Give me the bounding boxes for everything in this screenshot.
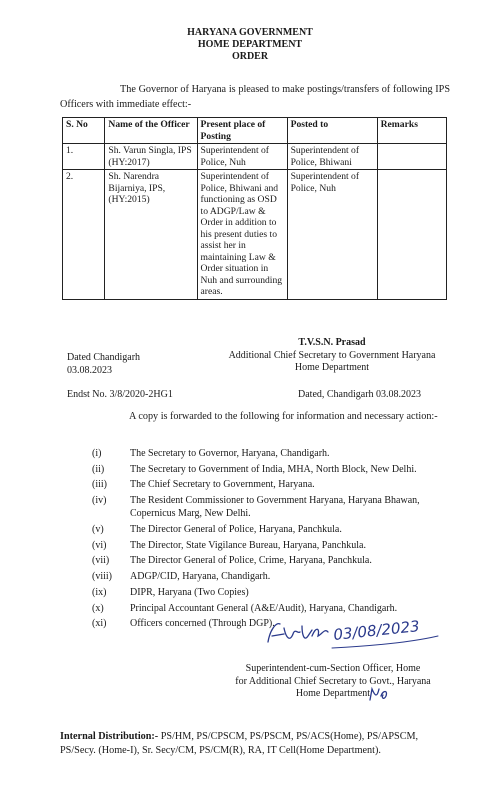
list-item <box>92 586 437 599</box>
list-item-text: ADGP/CID, Haryana, Chandigarh. <box>130 571 271 583</box>
handwritten-initials <box>367 686 391 702</box>
list-item-number: (x) <box>92 602 104 614</box>
list-item-number: (vii) <box>92 555 110 567</box>
cell-remarks <box>377 170 446 300</box>
internal-distribution <box>60 730 450 758</box>
recipient-list <box>92 447 437 633</box>
cell-present-posting: Superintendent of Police, Nuh <box>197 144 287 170</box>
internal-distribution-label: Internal Distribution:- <box>60 731 159 742</box>
table-row <box>63 144 447 170</box>
endorsement-date: Dated, Chandigarh 03.08.2023 <box>298 389 422 400</box>
col-header-officer: Name of the Officer <box>105 118 197 144</box>
header-order: ORDER <box>231 51 269 62</box>
order-date-block <box>67 352 140 377</box>
col-header-remarks: Remarks <box>377 118 446 144</box>
signatory-name: T.V.S.N. Prasad <box>298 337 366 348</box>
intro-paragraph <box>60 82 450 112</box>
cell-officer-name: Sh. Narendra Bijarniya, IPS, (HY:2015) <box>105 170 197 300</box>
list-item-text: The Secretary to Governor, Haryana, Chandigarh. <box>130 448 330 459</box>
list-item-text: The Chief Secretary to Government, Haryana. <box>130 479 315 491</box>
header-government: HARYANA GOVERNMENT <box>187 27 313 38</box>
col-header-present-posting: Present place of Posting <box>197 118 287 144</box>
list-item <box>92 463 437 476</box>
list-item-text: The Director General of Police, Crime, Haryana, Panchkula. <box>130 555 372 567</box>
cell-sno: 1. <box>63 144 105 170</box>
list-item-number: (i) <box>92 448 102 459</box>
table-header-row <box>63 118 447 144</box>
signatory-block <box>212 337 452 375</box>
copy-forward-text <box>67 409 447 424</box>
cell-officer-name: Sh. Varun Singla, IPS (HY:2017) <box>105 144 197 170</box>
list-item <box>92 570 437 583</box>
cell-remarks <box>377 144 446 170</box>
handwritten-date: 03/08/2023 <box>332 617 421 644</box>
cell-posted-to: Superintendent of Police, Nuh <box>287 170 377 300</box>
list-item-number: (viii) <box>92 571 112 583</box>
intro-text: The Governor of Haryana is pleased to make postings/transfers of following IPS Officers with immediate effect:- <box>60 84 450 110</box>
list-item <box>92 494 437 520</box>
order-date: 03.08.2023 <box>67 364 112 376</box>
list-item-text: DIPR, Haryana (Two Copies) <box>130 586 249 598</box>
list-item-number: (v) <box>92 524 104 536</box>
list-item <box>92 539 437 552</box>
order-date-place: Dated Chandigarh <box>67 352 141 363</box>
section-officer-line1: Superintendent-cum-Section Officer, Home <box>245 663 421 674</box>
list-item-number: (ii) <box>92 463 105 475</box>
list-item-number: (iv) <box>92 495 107 507</box>
list-item-number: (iii) <box>92 479 107 491</box>
cell-sno: 2. <box>63 170 105 300</box>
list-item-text: The Secretary to Government of India, MHA, North Block, New Delhi. <box>130 463 417 475</box>
list-item-text: Principal Accountant General (A&E/Audit), Haryana, Chandigarh. <box>130 602 398 614</box>
cell-posted-to: Superintendent of Police, Bhiwani <box>287 144 377 170</box>
list-item-number: (xi) <box>92 618 107 630</box>
list-item <box>92 523 437 536</box>
list-item-text: Officers concerned (Through DGP). <box>130 618 275 630</box>
handwritten-signature <box>262 612 442 652</box>
section-officer-block <box>213 663 453 701</box>
col-header-posted-to: Posted to <box>287 118 377 144</box>
col-header-sno: S. No <box>63 118 105 144</box>
list-item-text: The Director General of Police, Haryana, Panchkula. <box>130 524 342 536</box>
document-header <box>0 27 500 63</box>
list-item-text: The Resident Commissioner to Government Haryana, Haryana Bhawan, Copernicus Marg, New Delhi. <box>130 495 420 520</box>
cell-present-posting: Superintendent of Police, Bhiwani and functioning as OSD to ADGP/Law & Order in addition to his present duties to assist her in maintaining Law & Order situation in Nuh and surrounding areas. <box>197 170 287 300</box>
signatory-designation: Additional Chief Secretary to Government Haryana <box>228 349 436 361</box>
header-department: HOME DEPARTMENT <box>197 39 303 50</box>
section-officer-line3: Home Department <box>295 688 371 699</box>
section-officer-line2: for Additional Chief Secretary to Govt., Haryana <box>235 675 431 687</box>
list-item <box>92 478 437 491</box>
internal-distribution-text: PS/HM, PS/CPSCM, PS/PSCM, PS/ACS(Home), PS/APSCM, PS/Secy. (Home-I), Sr. Secy/CM, PS/CM(R), RA, IT Cell(Home Department). <box>60 731 419 756</box>
table-row <box>63 170 447 300</box>
endorsement-number: Endst No. 3/8/2020-2HG1 <box>67 389 173 400</box>
copy-text: A copy is forwarded to the following for information and necessary action:- <box>129 411 438 422</box>
list-item <box>92 447 437 460</box>
list-item-text: The Director, State Vigilance Bureau, Haryana, Panchkula. <box>130 539 366 551</box>
list-item-number: (vi) <box>92 539 107 551</box>
postings-table <box>62 117 447 300</box>
list-item <box>92 554 437 567</box>
signatory-department: Home Department <box>294 362 370 373</box>
list-item-number: (ix) <box>92 586 107 598</box>
